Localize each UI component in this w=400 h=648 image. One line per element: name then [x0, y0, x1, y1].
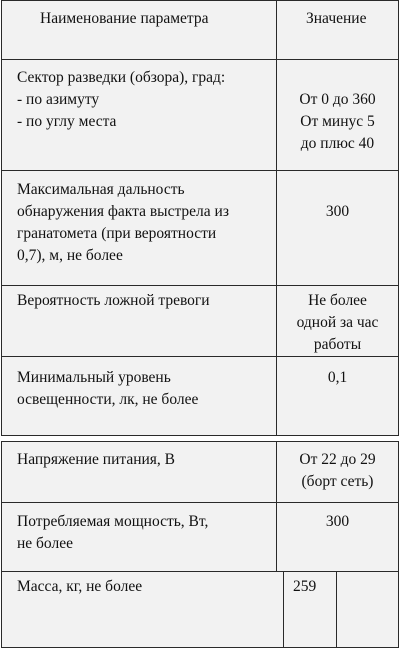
row4-name-line2: освещенности, лк, не более — [17, 391, 199, 408]
row2-value-cell — [276, 170, 399, 286]
row2-name-line1: Максимальная дальность — [17, 181, 185, 198]
t2-row2-name-line1: Потребляемая мощность, Вт, — [17, 513, 209, 530]
t2-row3-value: 259 — [293, 578, 317, 595]
row1-name-line3: - по углу места — [17, 113, 117, 130]
t2-row1-value-line1: От 22 до 29 — [299, 451, 376, 468]
header-name: Наименование параметра — [40, 10, 209, 27]
row2-value: 300 — [325, 203, 350, 220]
t2-row1-value-line2: (борт сеть) — [301, 473, 374, 490]
row4-name-line1: Минимальный уровень — [17, 369, 171, 386]
row2-name-line2: обнаружения факта выстрела из — [17, 203, 229, 220]
t2-row1-name: Напряжение питания, В — [17, 451, 176, 468]
t2-row3-empty-cell — [336, 571, 399, 648]
t2-row2-value: 300 — [325, 513, 350, 530]
t2-row3-name: Масса, кг, не более — [17, 578, 143, 595]
row1-value-line2: От минус 5 — [300, 113, 375, 130]
row2-name-line4: 0,7), м, не более — [17, 247, 123, 264]
t2-row2-name-line2: не более — [17, 535, 73, 552]
row3-value-line2: одной за час — [296, 314, 379, 331]
row1-name-line2: - по азимуту — [17, 91, 100, 108]
row4-value: 0,1 — [327, 369, 348, 386]
row1-value-line3: до плюс 40 — [300, 135, 375, 152]
row1-value-line1: От 0 до 360 — [299, 91, 376, 108]
row3-value-line3: работы — [313, 336, 362, 353]
row3-name: Вероятность ложной тревоги — [17, 292, 210, 309]
row2-name-line3: гранатомета (при вероятности — [17, 225, 217, 242]
row3-value-line1: Не более — [308, 292, 367, 309]
row1-name-line1: Сектор разведки (обзора), град: — [17, 69, 226, 86]
header-value: Значение — [306, 10, 367, 27]
